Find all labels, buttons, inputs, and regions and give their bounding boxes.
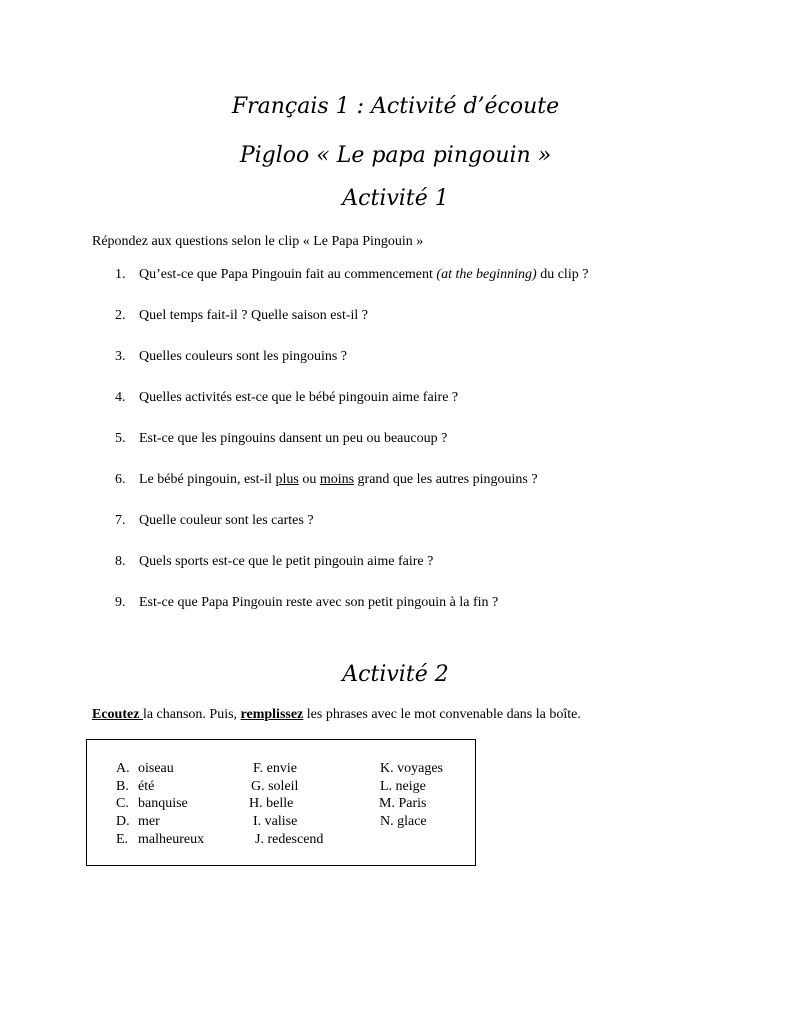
word-letter: C. xyxy=(116,796,129,811)
question-number: 2. xyxy=(115,308,126,323)
underlined-word-moins: moins xyxy=(319,472,355,487)
word-letter: B. xyxy=(116,779,129,794)
question-text: Quelle couleur sont les cartes ? xyxy=(139,513,314,528)
word-bank-item xyxy=(116,760,174,778)
question-item xyxy=(115,594,498,611)
question-number: 3. xyxy=(115,349,126,364)
question-item xyxy=(115,430,447,447)
word-text: oiseau xyxy=(138,761,174,776)
question-item xyxy=(115,512,314,529)
activity-2-heading: Activité 2 xyxy=(342,662,449,687)
instruction-remplissez: remplissez xyxy=(240,707,304,722)
word-bank-item: I. valise xyxy=(253,814,298,829)
question-text: Qu’est-ce que Papa Pingouin fait au commencement xyxy=(139,267,437,282)
underlined-word-plus: plus xyxy=(275,472,299,487)
activity-1-instructions: Répondez aux questions selon le clip « Le Papa Pingouin » xyxy=(92,234,424,249)
word-text: banquise xyxy=(138,796,188,811)
word-bank-item: N. glace xyxy=(380,814,427,829)
page-subtitle: Pigloo « Le papa pingouin » xyxy=(239,143,552,168)
question-text: Quel temps fait-il ? Quelle saison est-il ? xyxy=(139,308,368,323)
question-item xyxy=(115,471,538,488)
question-item xyxy=(115,307,368,324)
word-bank-item xyxy=(116,778,154,796)
question-text: Quelles couleurs sont les pingouins ? xyxy=(139,349,348,364)
word-bank-item xyxy=(116,813,160,831)
question-number: 6. xyxy=(115,472,126,487)
question-number: 7. xyxy=(115,513,126,528)
question-text: Quelles activités est-ce que le bébé pingouin aime faire ? xyxy=(139,390,459,405)
question-number: 9. xyxy=(115,595,126,610)
question-number: 5. xyxy=(115,431,126,446)
instruction-ecoutez: Ecoutez xyxy=(92,707,143,722)
english-hint: (at the beginning) xyxy=(436,267,537,282)
activity-2-instructions xyxy=(92,706,581,723)
word-bank-item xyxy=(116,831,204,849)
word-bank-item xyxy=(116,795,188,813)
word-bank-box xyxy=(86,739,476,866)
word-bank-item: M. Paris xyxy=(379,796,427,811)
question-number: 1. xyxy=(115,267,126,282)
word-bank-item: L. neige xyxy=(380,779,426,794)
page-title: Français 1 : Activité d’écoute xyxy=(231,94,560,119)
word-text: malheureux xyxy=(138,832,205,847)
word-bank-item: F. envie xyxy=(253,761,297,776)
word-bank-item: J. redescend xyxy=(255,832,324,847)
word-letter: A. xyxy=(116,761,130,776)
instruction-end: les phrases avec le mot convenable dans la boîte. xyxy=(303,707,581,722)
question-item xyxy=(115,348,347,365)
question-text: Est-ce que Papa Pingouin reste avec son petit pingouin à la fin ? xyxy=(139,595,499,610)
question-item xyxy=(115,553,433,570)
activity-1-heading: Activité 1 xyxy=(342,186,449,211)
instruction-mid: la chanson. Puis, xyxy=(142,707,241,722)
word-bank-item: H. belle xyxy=(249,796,294,811)
word-text: été xyxy=(138,779,155,794)
question-text: Quels sports est-ce que le petit pingouin aime faire ? xyxy=(139,554,434,569)
word-bank-item: K. voyages xyxy=(380,761,443,776)
word-bank-item: G. soleil xyxy=(251,779,299,794)
question-text: Est-ce que les pingouins dansent un peu ou beaucoup ? xyxy=(139,431,448,446)
question-number: 4. xyxy=(115,390,126,405)
word-letter: E. xyxy=(116,832,129,847)
question-text-mid: ou xyxy=(298,472,320,487)
question-item xyxy=(115,266,588,283)
question-text-end: grand que les autres pingouins ? xyxy=(354,472,538,487)
word-text: mer xyxy=(138,814,160,829)
question-item xyxy=(115,389,458,406)
question-number: 8. xyxy=(115,554,126,569)
word-letter: D. xyxy=(116,814,130,829)
question-text: Le bébé pingouin, est-il xyxy=(139,472,276,487)
question-text-end: du clip ? xyxy=(536,267,589,282)
